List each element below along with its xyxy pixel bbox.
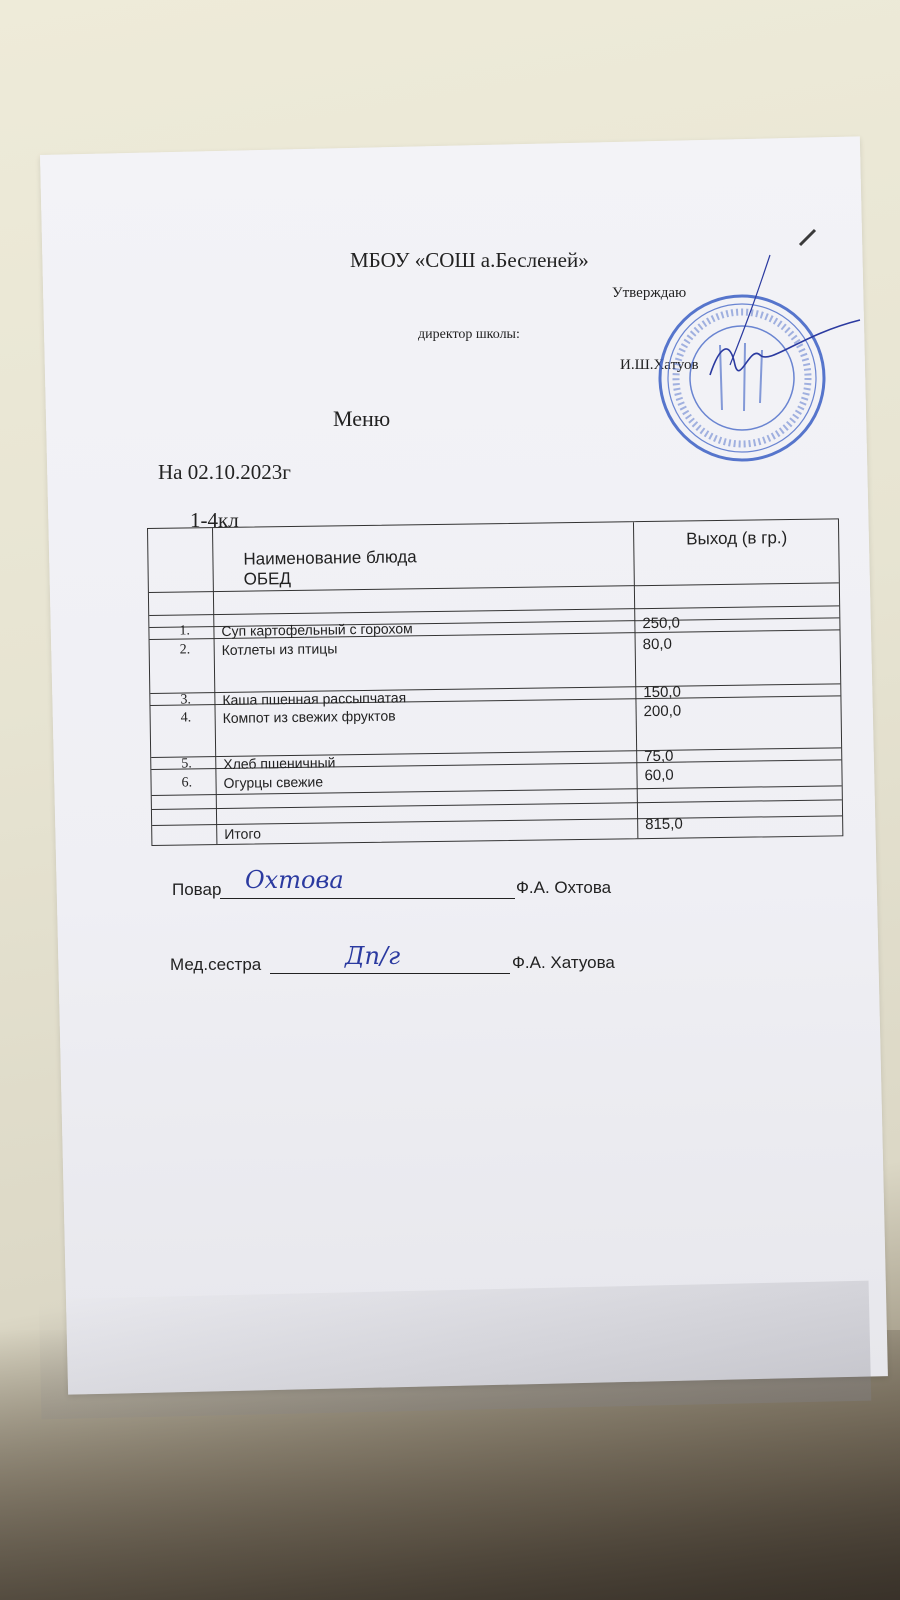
- header-output: Выход (в гр.): [686, 528, 788, 549]
- cook-label: Повар: [172, 880, 222, 899]
- row-divider: [149, 605, 839, 616]
- director-label: директор школы:: [418, 327, 520, 342]
- paper-shadow: [39, 1281, 872, 1420]
- row-dish: Компот из свежих фруктов: [222, 707, 396, 726]
- menu-table: [147, 518, 843, 846]
- row-number: 1.: [179, 623, 191, 639]
- row-dish: Суп картофельный с горохом: [221, 620, 413, 639]
- total-value: 815,0: [645, 815, 683, 834]
- row-output: 250,0: [642, 614, 681, 633]
- row-dish: Хлеб пшеничный: [223, 754, 336, 772]
- grade-label: 1-4кл: [190, 508, 239, 532]
- row-number: 3.: [180, 692, 192, 708]
- cook-signature: Охтова: [245, 866, 344, 894]
- nurse-signature: Дп/г: [345, 942, 401, 970]
- menu-date: На 02.10.2023г: [158, 460, 291, 484]
- stamp-seal: [650, 225, 880, 465]
- nurse-signature-line: [270, 973, 510, 974]
- row-output: 150,0: [643, 683, 682, 702]
- menu-title: Меню: [333, 406, 391, 431]
- row-divider: [152, 799, 842, 810]
- cook-signature-line: [220, 898, 515, 899]
- row-dish: Огурцы свежие: [223, 773, 324, 791]
- row-output: 200,0: [643, 702, 682, 721]
- header-dish-name: [243, 547, 417, 589]
- row-divider: [152, 815, 842, 826]
- row-dish: Каша пшенная рассыпчатая: [222, 689, 407, 708]
- total-label: Итого: [224, 825, 262, 842]
- row-number: 5.: [181, 756, 192, 772]
- row-output: 80,0: [642, 635, 672, 654]
- row-output: 60,0: [644, 766, 674, 785]
- col-divider: [633, 522, 638, 838]
- row-number: 6.: [181, 775, 193, 791]
- approve-label: Утверждаю: [612, 285, 687, 301]
- header-dish-line2: ОБЕД: [243, 568, 292, 589]
- header-dish-line1: Наименование блюда: [243, 547, 417, 569]
- nurse-label: Мед.сестра: [170, 955, 262, 974]
- col-divider: [212, 528, 217, 844]
- director-name: И.Ш.Хатуов: [620, 357, 699, 373]
- row-output: 75,0: [644, 747, 674, 766]
- row-number: 4.: [180, 710, 192, 726]
- row-dish: Котлеты из птицы: [221, 640, 338, 658]
- school-name: МБОУ «СОШ а.Бесленей»: [350, 248, 589, 272]
- cook-name: Ф.А. Охтова: [516, 878, 612, 897]
- nurse-name: Ф.А. Хатуова: [512, 953, 615, 972]
- row-number: 2.: [179, 642, 191, 658]
